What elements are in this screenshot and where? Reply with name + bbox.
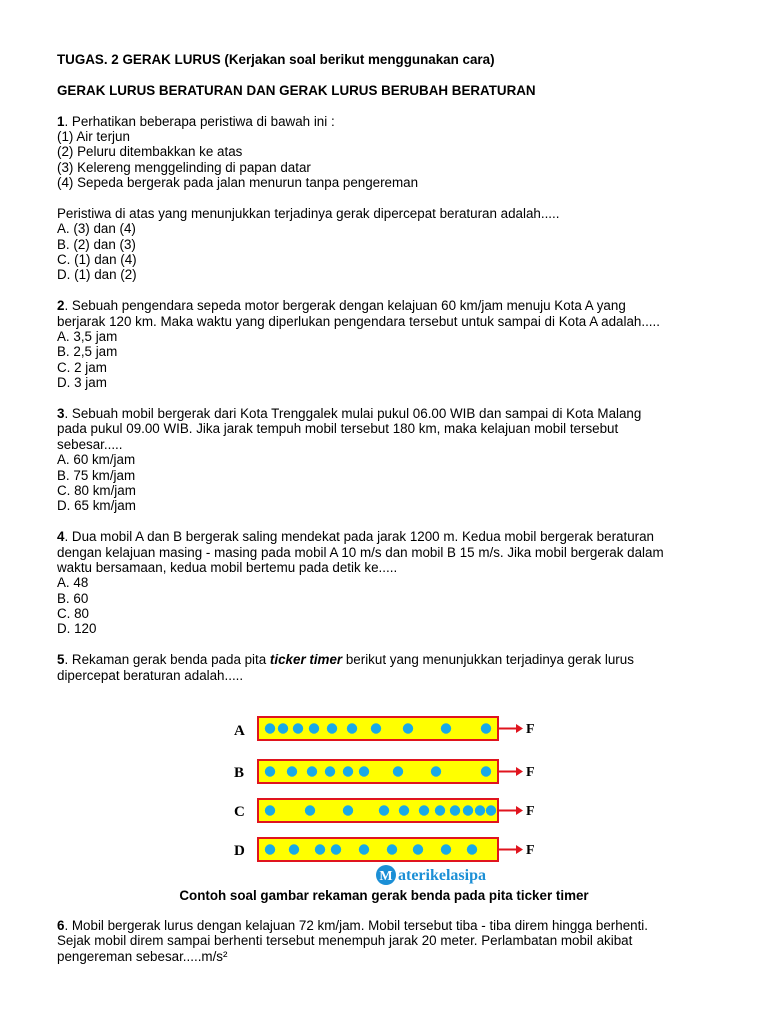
tape-dot bbox=[450, 805, 460, 815]
question-4-text: waktu bersamaan, kedua mobil bertemu pada detik ke..... bbox=[57, 559, 398, 575]
question-4-option: D. 120 bbox=[57, 621, 97, 637]
tape-dot bbox=[331, 844, 341, 854]
tape-label-a: A bbox=[234, 723, 245, 739]
arrow-head-icon bbox=[516, 806, 523, 815]
tape-dot bbox=[265, 844, 275, 854]
tape-dot bbox=[265, 766, 275, 776]
question-1-text: Peristiwa di atas yang menunjukkan terjadinya gerak dipercepat beraturan adalah..... bbox=[57, 205, 560, 221]
document-body-continued bbox=[57, 918, 737, 964]
materikelasipa-logo bbox=[375, 864, 505, 886]
tape-dot bbox=[481, 723, 491, 733]
tape-dot bbox=[379, 805, 389, 815]
tape-dot bbox=[475, 805, 485, 815]
figure-caption: Contoh soal gambar rekaman gerak benda pada pita ticker timer bbox=[179, 888, 589, 903]
tape-strip-c bbox=[258, 799, 498, 822]
force-label-a: F bbox=[526, 722, 535, 737]
tape-dot bbox=[486, 805, 496, 815]
tape-dot bbox=[315, 844, 325, 854]
tape-dot bbox=[441, 844, 451, 854]
question-6-text: pengereman sebesar.....m/s² bbox=[57, 948, 228, 964]
tape-dot bbox=[481, 766, 491, 776]
topic-title: GERAK LURUS BERATURAN DAN GERAK LURUS BERUBAH BERATURAN bbox=[57, 82, 536, 98]
tape-dot bbox=[399, 805, 409, 815]
tape-dot bbox=[307, 766, 317, 776]
question-3-option: D. 65 km/jam bbox=[57, 498, 136, 514]
tape-row-d bbox=[234, 838, 535, 861]
tape-dot bbox=[431, 766, 441, 776]
question-1-item: (3) Kelereng menggelinding di papan datar bbox=[57, 159, 311, 175]
assignment-title: TUGAS. 2 GERAK LURUS (Kerjakan soal berikut menggunakan cara) bbox=[57, 52, 495, 67]
question-6-text: Sejak mobil direm sampai berhenti tersebut menempuh jarak 20 meter. Perlambatan mobil akibat bbox=[57, 933, 633, 949]
tape-dot bbox=[347, 723, 357, 733]
tape-label-c: C bbox=[234, 804, 245, 820]
tape-dot bbox=[305, 805, 315, 815]
question-1-option: B. (2) dan (3) bbox=[57, 236, 136, 252]
question-1-option: A. (3) dan (4) bbox=[57, 221, 136, 237]
question-1-item: (2) Peluru ditembakkan ke atas bbox=[57, 144, 243, 160]
question-5-text: dipercepat beraturan adalah..... bbox=[57, 667, 244, 683]
question-2-option: B. 2,5 jam bbox=[57, 344, 118, 360]
tape-label-d: D bbox=[234, 843, 245, 859]
tape-dot bbox=[278, 723, 288, 733]
tape-dot bbox=[265, 805, 275, 815]
question-2-text: berjarak 120 km. Maka waktu yang diperlukan pengendara tersebut untuk sampai di Kota A adalah..... bbox=[57, 313, 660, 329]
tape-dot bbox=[403, 723, 413, 733]
tape-label-b: B bbox=[234, 765, 245, 781]
question-4-option: B. 60 bbox=[57, 590, 89, 606]
logo-initial: M bbox=[379, 869, 393, 884]
tape-dot bbox=[463, 805, 473, 815]
tape-dot bbox=[327, 723, 337, 733]
question-5-text: 5. Rekaman gerak benda pada pita ticker timer berikut yang menunjukkan terjadinya gerak lurus bbox=[57, 652, 634, 668]
tape-dot bbox=[359, 766, 369, 776]
force-label-d: F bbox=[526, 843, 535, 858]
tape-dot bbox=[419, 805, 429, 815]
tape-dot bbox=[325, 766, 335, 776]
question-1-option: C. (1) dan (4) bbox=[57, 252, 137, 268]
tape-dot bbox=[289, 844, 299, 854]
tape-dot bbox=[393, 766, 403, 776]
question-3-option: B. 75 km/jam bbox=[57, 467, 136, 483]
tape-dot bbox=[293, 723, 303, 733]
arrow-head-icon bbox=[516, 845, 523, 854]
question-3-text: 3. Sebuah mobil bergerak dari Kota Trenggalek mulai pukul 06.00 WIB dan sampai di Kota Malang bbox=[57, 405, 642, 421]
question-3-text: pada pukul 09.00 WIB. Jika jarak tempuh mobil tersebut 180 km, maka kelajuan mobil tersebut bbox=[57, 421, 619, 437]
question-4-option: C. 80 bbox=[57, 606, 90, 622]
question-1-option: D. (1) dan (2) bbox=[57, 267, 137, 283]
question-3-option: C. 80 km/jam bbox=[57, 482, 136, 498]
tape-dot bbox=[265, 723, 275, 733]
question-4-text: dengan kelajuan masing - masing pada mobil A 10 m/s dan mobil B 15 m/s. Jika mobil bergerak dalam bbox=[57, 544, 664, 560]
tape-dot bbox=[441, 723, 451, 733]
force-label-c: F bbox=[526, 804, 535, 819]
tape-dot bbox=[343, 805, 353, 815]
question-1-intro: 1. Perhatikan beberapa peristiwa di bawah ini : bbox=[57, 113, 335, 129]
tape-row-c bbox=[234, 799, 535, 822]
tape-row-b bbox=[234, 760, 535, 783]
tape-dot bbox=[309, 723, 319, 733]
tape-row-a bbox=[234, 717, 535, 740]
ticker-timer-figure bbox=[228, 712, 548, 862]
tape-dot bbox=[387, 844, 397, 854]
question-2-text: 2. Sebuah pengendara sepeda motor bergerak dengan kelajuan 60 km/jam menuju Kota A yang bbox=[57, 298, 626, 314]
tape-dot bbox=[413, 844, 423, 854]
tape-dot bbox=[435, 805, 445, 815]
document-body bbox=[57, 52, 737, 683]
tape-dot bbox=[287, 766, 297, 776]
question-4-option: A. 48 bbox=[57, 575, 89, 591]
question-1-item: (1) Air terjun bbox=[57, 128, 130, 144]
question-4-text: 4. Dua mobil A dan B bergerak saling mendekat pada jarak 1200 m. Kedua mobil bergerak beraturan bbox=[57, 529, 654, 545]
arrow-head-icon bbox=[516, 767, 523, 776]
force-label-b: F bbox=[526, 765, 535, 780]
question-2-option: D. 3 jam bbox=[57, 375, 107, 391]
tape-dot bbox=[371, 723, 381, 733]
tape-dot bbox=[467, 844, 477, 854]
tape-dot bbox=[359, 844, 369, 854]
arrow-head-icon bbox=[516, 724, 523, 733]
question-3-text: sebesar..... bbox=[57, 436, 123, 452]
question-3-option: A. 60 km/jam bbox=[57, 452, 136, 468]
tape-dot bbox=[343, 766, 353, 776]
question-6-text: 6. Mobil bergerak lurus dengan kelajuan 72 km/jam. Mobil tersebut tiba - tiba direm hingga berhenti. bbox=[57, 918, 649, 933]
logo-text: aterikelasipa bbox=[398, 867, 486, 884]
question-1-item: (4) Sepeda bergerak pada jalan menurun tanpa pengereman bbox=[57, 175, 419, 191]
question-2-option: C. 2 jam bbox=[57, 359, 107, 375]
question-2-option: A. 3,5 jam bbox=[57, 329, 118, 345]
